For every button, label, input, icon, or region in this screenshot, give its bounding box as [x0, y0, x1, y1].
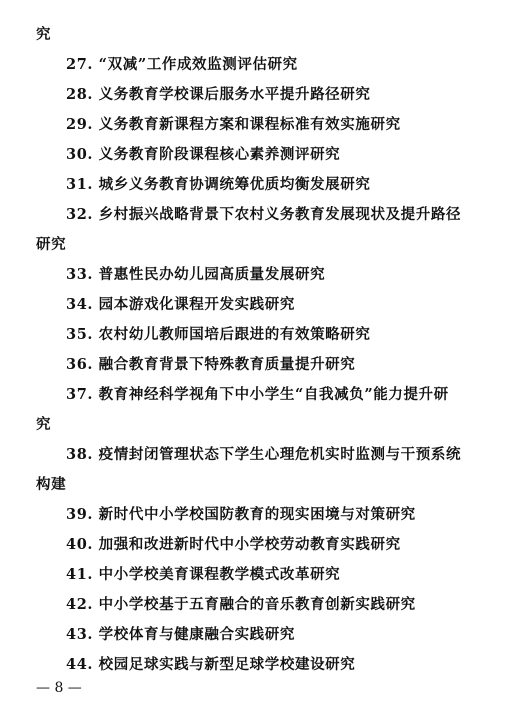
list-item-39: 39. 新时代中小学校国防教育的现实困境与对策研究 — [66, 506, 416, 523]
list-item-37: 37. 教育神经科学视角下中小学生“自我减负”能力提升研 — [66, 386, 449, 403]
text-line-continuation: 究 — [36, 26, 52, 43]
list-item-29: 29. 义务教育新课程方案和课程标准有效实施研究 — [66, 116, 401, 133]
list-item-27: 27. “双减”工作成效监测评估研究 — [66, 56, 298, 73]
list-item-40: 40. 加强和改进新时代中小学校劳动教育实践研究 — [66, 536, 401, 553]
list-item-35: 35. 农村幼儿教师国培后跟进的有效策略研究 — [66, 326, 371, 343]
text-line-continuation: 研究 — [36, 236, 67, 253]
page-number: — 8 — — [36, 680, 82, 696]
list-item-30: 30. 义务教育阶段课程核心素养测评研究 — [66, 146, 341, 163]
list-item-33: 33. 普惠性民办幼儿园高质量发展研究 — [66, 266, 326, 283]
list-item-43: 43. 学校体育与健康融合实践研究 — [66, 626, 295, 643]
list-item-44: 44. 校园足球实践与新型足球学校建设研究 — [66, 656, 356, 673]
text-line-continuation: 构建 — [36, 476, 67, 493]
list-item-28: 28. 义务教育学校课后服务水平提升路径研究 — [66, 86, 371, 103]
list-item-36: 36. 融合教育背景下特殊教育质量提升研究 — [66, 356, 356, 373]
text-line-continuation: 究 — [36, 416, 52, 433]
list-item-42: 42. 中小学校基于五育融合的音乐教育创新实践研究 — [66, 596, 416, 613]
list-item-41: 41. 中小学校美育课程教学模式改革研究 — [66, 566, 341, 583]
list-item-32: 32. 乡村振兴战略背景下农村义务教育发展现状及提升路径 — [66, 206, 462, 223]
list-item-34: 34. 园本游戏化课程开发实践研究 — [66, 296, 295, 313]
list-item-31: 31. 城乡义务教育协调统筹优质均衡发展研究 — [66, 176, 371, 193]
list-item-38: 38. 疫情封闭管理状态下学生心理危机实时监测与干预系统 — [66, 446, 462, 463]
